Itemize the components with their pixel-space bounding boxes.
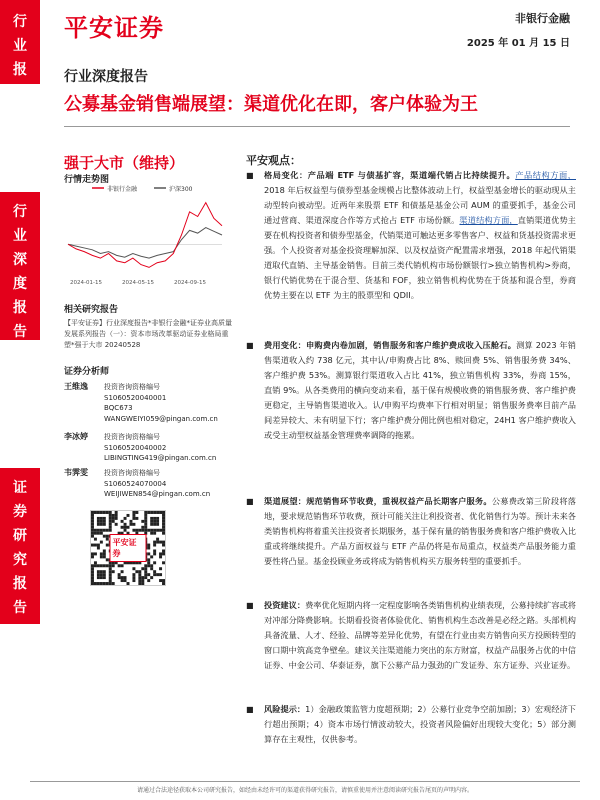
- para-link[interactable]: 产品结构方面，: [515, 170, 576, 180]
- paragraph-pattern: [246, 168, 576, 303]
- qr-module: [91, 555, 94, 558]
- qr-module: [109, 576, 112, 579]
- qr-module: [97, 570, 100, 573]
- qr-module: [150, 517, 153, 520]
- analyst-email[interactable]: WANGWEIYI059@pingan.com.cn: [104, 414, 218, 423]
- qr-module: [91, 573, 94, 576]
- qr-module: [94, 529, 97, 532]
- qr-module: [121, 576, 124, 579]
- qr-module: [91, 520, 94, 523]
- qr-module: [162, 544, 165, 547]
- qr-module: [132, 579, 135, 582]
- qr-module: [141, 526, 144, 529]
- qr-module: [162, 517, 165, 520]
- qr-module: [91, 535, 94, 538]
- qr-module: [100, 541, 103, 544]
- related-text: 【平安证券】行业深度报告*非银行金融*证券业高质量发展系列报告（一）：资本市场改革驱动证券业格局重塑*强于大市 20240528: [64, 319, 232, 349]
- footer-divider: [30, 781, 580, 782]
- qr-module: [109, 570, 112, 573]
- qr-module: [106, 511, 109, 514]
- qr-module: [153, 552, 156, 555]
- qr-module: [162, 526, 165, 529]
- report-title: 公募基金销售端展望：渠道优化在即，客户体验为王: [64, 94, 478, 115]
- qr-module: [135, 529, 138, 532]
- qr-module: [141, 582, 144, 585]
- qr-module: [124, 529, 127, 532]
- qr-module: [97, 532, 100, 535]
- analyst-email[interactable]: LIBINGTING419@pingan.com.cn: [104, 454, 217, 462]
- qr-module: [159, 573, 162, 576]
- qr-module: [153, 549, 156, 552]
- qr-module: [156, 538, 159, 541]
- qr-module: [147, 544, 150, 547]
- series-line-2: [68, 228, 222, 259]
- qr-module: [144, 520, 147, 523]
- qr-module: [141, 576, 144, 579]
- analyst-line: BQC673: [104, 404, 133, 412]
- qr-module: [100, 552, 103, 555]
- qr-module: [159, 567, 162, 570]
- qr-module: [129, 520, 132, 523]
- qr-module: [159, 541, 162, 544]
- qr-module: [132, 511, 135, 514]
- qr-module: [100, 529, 103, 532]
- qr-module: [109, 573, 112, 576]
- qr-module: [91, 514, 94, 517]
- x-tick-label: 2024-01-15: [70, 280, 102, 286]
- para-text: 1）金融政策监管力度超预期；2）公募行业竞争空前加剧；3）宏观经济下行超出预期；4）资本市场行情波动较大，投资者风险偏好出现较大变化；5）部分测算存在主观性，仅供参考。: [264, 704, 576, 744]
- trend-title: 行情走势图: [64, 175, 110, 185]
- qr-module: [109, 582, 112, 585]
- qr-module: [103, 570, 106, 573]
- qr-module: [97, 576, 100, 579]
- qr-module: [91, 532, 94, 535]
- qr-module: [91, 552, 94, 555]
- qr-module: [159, 579, 162, 582]
- qr-module: [106, 558, 109, 561]
- qr-module: [100, 564, 103, 567]
- qr-module: [91, 544, 94, 547]
- analyst-line: S1060524070004: [104, 479, 167, 488]
- bullet-icon: ■: [246, 705, 254, 714]
- qr-module: [162, 523, 165, 526]
- qr-module: [94, 532, 97, 535]
- qr-module: [100, 517, 103, 520]
- analyst-2: [64, 432, 234, 468]
- qr-module: [115, 517, 118, 520]
- qr-module: [129, 523, 132, 526]
- qr-module: [135, 570, 138, 573]
- qr-module: [106, 582, 109, 585]
- qr-module: [121, 526, 124, 529]
- qr-module: [109, 523, 112, 526]
- qr-module: [97, 582, 100, 585]
- viewpoint-title: 平安观点：: [246, 154, 301, 167]
- qr-module: [103, 573, 106, 576]
- qr-module: [91, 517, 94, 520]
- qr-module: [150, 576, 153, 579]
- qr-module: [150, 567, 153, 570]
- qr-module: [159, 511, 162, 514]
- qr-module: [91, 579, 94, 582]
- qr-module: [144, 517, 147, 520]
- qr-module: [91, 529, 94, 532]
- qr-module: [121, 520, 124, 523]
- qr-module: [127, 526, 130, 529]
- side-tab-label: 行业报告: [13, 14, 27, 102]
- qr-module: [100, 570, 103, 573]
- qr-module: [124, 579, 127, 582]
- qr-module: [97, 547, 100, 550]
- qr-module: [100, 576, 103, 579]
- qr-module: [153, 573, 156, 576]
- qr-module: [162, 511, 165, 514]
- qr-module: [132, 529, 135, 532]
- qr-module: [144, 529, 147, 532]
- qr-module: [138, 579, 141, 582]
- qr-module: [118, 576, 121, 579]
- qr-module: [103, 523, 106, 526]
- qr-module: [94, 582, 97, 585]
- qr-module: [147, 547, 150, 550]
- qr-module: [91, 523, 94, 526]
- company-logo: 平安证券: [64, 14, 164, 42]
- qr-module: [141, 520, 144, 523]
- qr-module: [162, 529, 165, 532]
- qr-module: [97, 523, 100, 526]
- side-tab-label: 行业深度报告: [13, 204, 27, 340]
- qr-module: [100, 520, 103, 523]
- qr-module: [94, 564, 97, 567]
- side-tab-securities-report: [0, 468, 40, 624]
- qr-module: [91, 511, 94, 514]
- qr-module: [162, 579, 165, 582]
- divider: [64, 126, 570, 127]
- qr-module: [97, 517, 100, 520]
- qr-module: [153, 523, 156, 526]
- related-title: 相关研究报告: [64, 305, 119, 315]
- qr-module: [97, 573, 100, 576]
- qr-module: [97, 564, 100, 567]
- qr-module: [103, 529, 106, 532]
- qr-module: [103, 535, 106, 538]
- qr-module: [150, 564, 153, 567]
- qr-module: [112, 520, 115, 523]
- side-tab-industry-report: [0, 0, 40, 102]
- qr-module: [103, 564, 106, 567]
- trend-chart: [64, 180, 226, 290]
- analyst-name: 王维逸: [64, 382, 88, 391]
- qr-module: [94, 538, 97, 541]
- qr-module: [144, 564, 147, 567]
- qr-module: [156, 520, 159, 523]
- qr-module: [132, 517, 135, 520]
- legend-label: 非银行金融: [107, 186, 138, 193]
- qr-module: [156, 529, 159, 532]
- side-tab-deep-report: [0, 192, 40, 340]
- qr-module: [124, 526, 127, 529]
- qr-module: [156, 511, 159, 514]
- para-text: 直销渠道优势主要在机构投资者和债券型基金，代销渠道可触达更多零售客户、权益和货基投资需求更强。个人投资者对基金投资理解加深、以及权益资产配置需求增强，2018 年起代销渠道取代直销、主导基金销售。目前三类代销机构市场份额银行>独立销售机构>券商，银行代销优势在于混合型、货基和 FOF，独立销售机构优势在于货基和混合型，券商优势主要在以 ETF 为主的股票型和 QDII。: [264, 215, 576, 300]
- para-text: 公募费改第三阶段将落地，要求规范销售环节收费，预计可能关注让利投资者、优化销售行为等。预计未来各类销售机构将着重关注投资者长期服务，基于保有量的销售服务费和客户维护费收入比重或将继续提升。产品方面权益与 ETF 产品仍将是布局重点，权益类产品服务能力重要性将凸显。基金投顾业务或将成为销售机构买方服务转型的重要抓手。: [264, 496, 576, 566]
- analyst-1: [64, 382, 234, 430]
- qr-module: [147, 564, 150, 567]
- qr-module: [153, 541, 156, 544]
- qr-module: [109, 564, 112, 567]
- qr-module: [115, 514, 118, 517]
- report-date: 2025 年 01 月 15 日: [466, 38, 570, 49]
- qr-module: [156, 541, 159, 544]
- qr-module: [115, 511, 118, 514]
- analysts-title: 证券分析师: [64, 367, 110, 377]
- qr-module: [144, 567, 147, 570]
- qr-module: [121, 570, 124, 573]
- analyst-line: 投资咨询资格编号: [104, 383, 160, 391]
- qr-module: [100, 555, 103, 558]
- qr-module: [109, 520, 112, 523]
- qr-label: 平安证券: [110, 534, 147, 562]
- qr-module: [109, 526, 112, 529]
- qr-module: [109, 567, 112, 570]
- qr-module: [153, 517, 156, 520]
- qr-module: [150, 520, 153, 523]
- para-lead: 风险提示：: [264, 704, 306, 714]
- qr-module: [159, 529, 162, 532]
- qr-module: [153, 570, 156, 573]
- qr-module: [132, 567, 135, 570]
- qr-module: [112, 582, 115, 585]
- qr-module: [162, 514, 165, 517]
- qr-module: [156, 517, 159, 520]
- qr-module: [153, 520, 156, 523]
- qr-module: [106, 529, 109, 532]
- qr-module: [100, 511, 103, 514]
- para-lead: 费用变化：申购费内卷加剧，销售服务和客户维护费成收入压舱石。: [264, 340, 517, 350]
- analyst-line: S1060520040002: [104, 443, 167, 452]
- para-link[interactable]: 渠道结构方面，: [459, 215, 518, 225]
- analyst-line: S1060520040001: [104, 393, 167, 402]
- qr-module: [159, 552, 162, 555]
- qr-module: [132, 573, 135, 576]
- qr-module: [150, 532, 153, 535]
- qr-module: [150, 555, 153, 558]
- qr-module: [94, 544, 97, 547]
- qr-module: [103, 582, 106, 585]
- qr-module: [162, 549, 165, 552]
- qr-module: [127, 582, 130, 585]
- x-tick-label: 2024-09-15: [174, 280, 206, 286]
- qr-module: [109, 517, 112, 520]
- qr-module: [153, 544, 156, 547]
- doc-type: 行业深度报告: [64, 69, 148, 85]
- analyst-line: 投资咨询资格编号: [104, 433, 160, 441]
- qr-module: [141, 529, 144, 532]
- qr-module: [153, 529, 156, 532]
- qr-module: [147, 511, 150, 514]
- qr-module: [103, 576, 106, 579]
- qr-module: [153, 511, 156, 514]
- qr-module: [124, 517, 127, 520]
- paragraph-fees: [246, 338, 576, 443]
- qr-module: [144, 526, 147, 529]
- qr-module: [112, 564, 115, 567]
- qr-module: [106, 538, 109, 541]
- qr-module: [112, 514, 115, 517]
- qr-module: [138, 570, 141, 573]
- qr-module: [124, 576, 127, 579]
- bullet-icon: ■: [246, 341, 254, 350]
- qr-module: [103, 511, 106, 514]
- qr-module: [144, 523, 147, 526]
- qr-module: [91, 564, 94, 567]
- qr-module: [121, 564, 124, 567]
- qr-module: [109, 529, 112, 532]
- paragraph-risk: [246, 702, 576, 747]
- qr-module: [94, 561, 97, 564]
- qr-module: [132, 576, 135, 579]
- qr-module: [91, 576, 94, 579]
- rating: 强于大市（维持）: [64, 154, 185, 172]
- qr-module: [144, 576, 147, 579]
- qr-module: [162, 520, 165, 523]
- legend-label: 沪深300: [169, 186, 193, 193]
- qr-module: [100, 532, 103, 535]
- para-lead: 渠道展望：规范销售环节收费，重视权益产品长期客户服务。: [264, 496, 492, 506]
- qr-module: [147, 552, 150, 555]
- qr-module: [103, 552, 106, 555]
- qr-module: [138, 573, 141, 576]
- para-text: 费率优化短期内将一定程度影响各类销售机构业绩表现，公募持续扩容或将对冲部分降费影响。长期看投资者体验优化、销售机构生态改善是必经之路。头部机构具备流量、人才、经验、品牌等差异化优势，有望在行业由卖方销售向买方投顾转型的窗口期中筑高竞争壁垒。建议关注渠道能力突出的东方财富，权益产品服务占优的中信证券、中金公司、华泰证券，旗下公募产品力强劲的广发证券、东方证券、兴业证券。: [264, 600, 576, 670]
- qr-module: [150, 529, 153, 532]
- analyst-name: 李冰婷: [64, 432, 88, 441]
- qr-module: [162, 561, 165, 564]
- qr-module: [97, 529, 100, 532]
- qr-module: [135, 517, 138, 520]
- qr-module: [97, 511, 100, 514]
- qr-module: [100, 582, 103, 585]
- analyst-line: 投资咨询资格编号: [104, 469, 160, 477]
- para-lead: 格局变化：产品端 ETF 与债基扩容，渠道端代销占比持续提升。: [264, 170, 516, 180]
- para-text: 测算 2023 年销售渠道收入约 738 亿元，其中认/申购费占比 8%、赎回费 5%、销售服务费 34%、客户维护费 53%。测算银行渠道收入占比 41%，独立销售机构 33%，券商 15%，直销 9%。从各类费用的横向变动来看，基于保有规模收费的销售服务费、客户维护费更稳定，主导销售渠道收入。认/申购平均费率下行相对明显；销售服务费率目前产品间差异较大、未有明显下行；客户维护费分佣比例也相对稳定，24H1 客户维护费收入或受主动型权益基金管理费率调降的拖累。: [264, 340, 576, 440]
- qr-module: [147, 561, 150, 564]
- qr-module: [112, 517, 115, 520]
- qr-module: [124, 523, 127, 526]
- qr-module: [150, 511, 153, 514]
- paragraph-advice: [246, 598, 576, 673]
- qr-module: [100, 573, 103, 576]
- qr-module: [118, 564, 121, 567]
- qr-module: [141, 567, 144, 570]
- qr-module: [103, 555, 106, 558]
- qr-module: [91, 582, 94, 585]
- qr-module: [147, 529, 150, 532]
- qr-module: [159, 555, 162, 558]
- qr-module: [147, 579, 150, 582]
- qr-module: [147, 558, 150, 561]
- qr-module: [132, 514, 135, 517]
- qr-module: [94, 511, 97, 514]
- qr-module: [106, 544, 109, 547]
- qr-module: [103, 520, 106, 523]
- qr-module: [115, 523, 118, 526]
- qr-module: [118, 573, 121, 576]
- qr-module: [162, 582, 165, 585]
- qr-module: [162, 532, 165, 535]
- paragraph-outlook: [246, 494, 576, 569]
- qr-module: [144, 511, 147, 514]
- qr-module: [106, 564, 109, 567]
- sector-label: 非银行金融: [515, 12, 570, 25]
- qr-module: [162, 552, 165, 555]
- qr-module: [153, 532, 156, 535]
- qr-module: [97, 544, 100, 547]
- analyst-name: 韦霁雯: [64, 468, 88, 477]
- side-tab-label: 证券研究报告: [13, 480, 27, 616]
- qr-module: [94, 552, 97, 555]
- qr-module: [100, 523, 103, 526]
- qr-code[interactable]: [90, 510, 166, 586]
- trend-chart-svg: [64, 180, 226, 290]
- qr-module: [138, 582, 141, 585]
- qr-module: [103, 517, 106, 520]
- qr-module: [138, 576, 141, 579]
- qr-module: [127, 514, 130, 517]
- qr-module: [144, 514, 147, 517]
- qr-module: [135, 511, 138, 514]
- qr-module: [109, 511, 112, 514]
- para-lead: 投资建议：: [264, 600, 306, 610]
- qr-module: [156, 523, 159, 526]
- qr-module: [112, 570, 115, 573]
- qr-module: [106, 535, 109, 538]
- qr-module: [141, 579, 144, 582]
- qr-module: [138, 529, 141, 532]
- footer-disclaimer: 请通过合法途径获取本公司研究报告，如经由未经许可的渠道获得研究报告，请慎重使用并注意阅读研究报告尾页的声明内容。: [136, 787, 473, 794]
- bullet-icon: ■: [246, 171, 254, 180]
- qr-module: [144, 573, 147, 576]
- qr-module: [156, 573, 159, 576]
- qr-module: [144, 570, 147, 573]
- qr-module: [91, 570, 94, 573]
- qr-module: [121, 579, 124, 582]
- analyst-email[interactable]: WEIJIWEN854@pingan.com.cn: [104, 490, 211, 498]
- qr-module: [153, 561, 156, 564]
- qr-module: [91, 526, 94, 529]
- qr-module: [162, 541, 165, 544]
- qr-module: [109, 514, 112, 517]
- para-text: 2018 年后权益型与债券型基金规模占比整体波动上行，权益型基金增长的驱动现从主动型转向被动型。近两年来股票 ETF 和债基是基金公司 AUM 的重要抓手，基金公司通过营商、渠道深度合作等方式抢占 ETF 市场份额。: [264, 185, 576, 225]
- qr-module: [150, 523, 153, 526]
- qr-module: [109, 579, 112, 582]
- bullet-icon: ■: [246, 497, 254, 506]
- qr-module: [132, 523, 135, 526]
- x-tick-label: 2024-05-15: [122, 280, 154, 286]
- analyst-3: [64, 468, 234, 504]
- qr-module: [91, 567, 94, 570]
- qr-module: [97, 520, 100, 523]
- bullet-icon: ■: [246, 601, 254, 610]
- qr-module: [147, 573, 150, 576]
- qr-module: [103, 549, 106, 552]
